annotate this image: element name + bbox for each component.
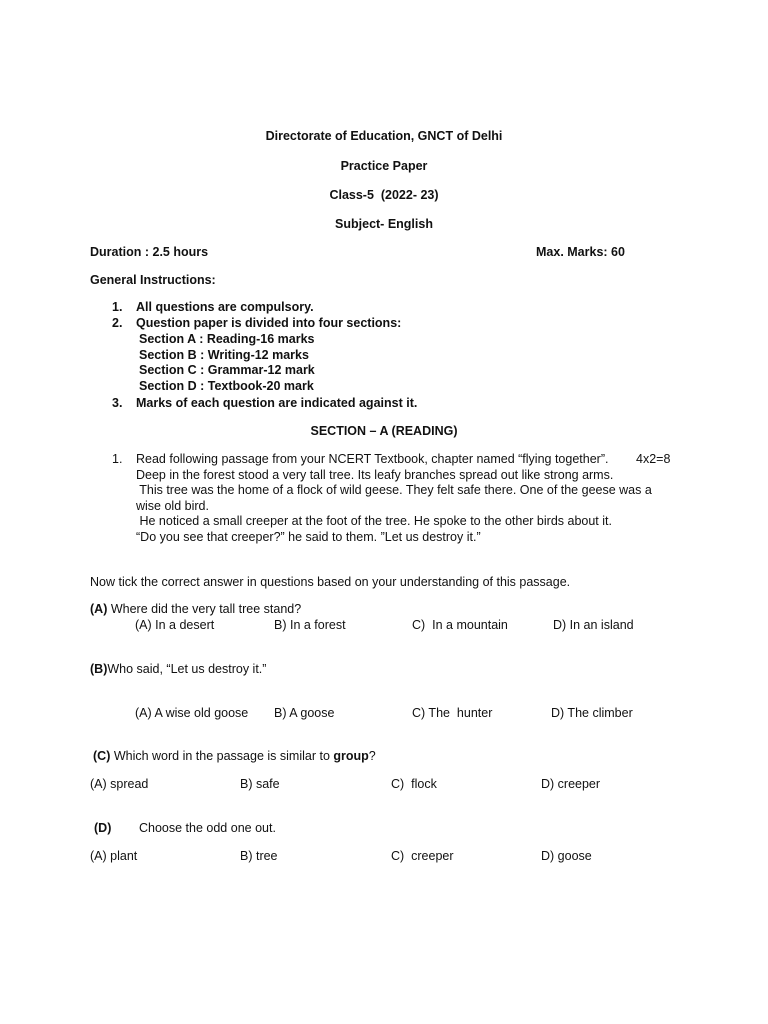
organization-title: Directorate of Education, GNCT of Delhi (265, 129, 503, 143)
option[interactable]: D) goose (541, 849, 592, 863)
marks-allocation: 4x2=8 (636, 452, 671, 466)
duration: Duration : 2.5 hours (90, 245, 209, 259)
question-number: 1. (112, 452, 123, 466)
question-text-end: ? (368, 749, 376, 763)
question-text: Where did the very tall tree stand? (107, 602, 302, 616)
instruction-number: 1. (112, 300, 123, 314)
option[interactable]: C) creeper (391, 849, 454, 863)
passage-line: “Do you see that creeper?” he said to them. ”Let us destroy it.” (136, 530, 481, 544)
option[interactable]: (A) A wise old goose (135, 706, 249, 720)
class-line: Class-5 (2022- 23) (329, 188, 439, 202)
question-label: (B) (90, 662, 108, 676)
option[interactable]: D) creeper (541, 777, 601, 791)
section-a-heading: SECTION – A (READING) (310, 424, 458, 438)
passage-line: He noticed a small creeper at the foot of the tree. He spoke to the other birds about it. (136, 514, 612, 528)
instruction-number: 2. (112, 316, 123, 330)
option[interactable]: C) The hunter (412, 706, 493, 720)
question-text: Choose the odd one out. (139, 821, 276, 835)
option[interactable]: B) tree (240, 849, 278, 863)
option[interactable]: (A) spread (90, 777, 149, 791)
option[interactable]: B) In a forest (274, 618, 346, 632)
question-keyword: group (333, 749, 369, 763)
passage-line: Deep in the forest stood a very tall tree. Its leafy branches spread out like strong arms. (136, 468, 614, 482)
instructions-heading: General Instructions: (90, 273, 216, 287)
section-mark-line: Section B : Writing-12 marks (139, 348, 309, 362)
option[interactable]: (A) plant (90, 849, 138, 863)
question-label: (C) (93, 749, 111, 763)
question-label: (A) (90, 602, 108, 616)
option[interactable]: B) safe (240, 777, 280, 791)
passage-line: This tree was the home of a flock of wild geese. They felt safe there. One of the geese was a (136, 483, 652, 497)
question-b (90, 662, 266, 676)
section-mark-line: Section A : Reading-16 marks (139, 332, 315, 346)
instruction-number: 3. (112, 396, 123, 410)
passage-line: wise old bird. (136, 499, 209, 513)
subject-line: Subject- English (335, 217, 433, 231)
option[interactable]: D) In an island (553, 618, 634, 632)
question-text: Which word in the passage is similar to (110, 749, 334, 763)
option[interactable]: (A) In a desert (135, 618, 215, 632)
question-c (93, 749, 376, 763)
option[interactable]: C) flock (391, 777, 437, 791)
max-marks: Max. Marks: 60 (536, 245, 625, 259)
option[interactable]: D) The climber (551, 706, 633, 720)
instruction-item: Question paper is divided into four sections: (136, 316, 402, 330)
instruction-item: Marks of each question are indicated against it. (136, 396, 418, 410)
section-mark-line: Section C : Grammar-12 mark (139, 363, 315, 377)
option[interactable]: C) In a mountain (412, 618, 508, 632)
question-label: (D) (94, 821, 112, 835)
section-mark-line: Section D : Textbook-20 mark (139, 379, 314, 393)
tick-instruction: Now tick the correct answer in questions based on your understanding of this passage. (90, 575, 571, 589)
option[interactable]: B) A goose (274, 706, 335, 720)
question-text: Who said, “Let us destroy it.” (107, 662, 267, 676)
passage-prompt: Read following passage from your NCERT Textbook, chapter named “flying together”. (136, 452, 609, 466)
paper-type: Practice Paper (340, 159, 428, 173)
question-a (90, 602, 301, 616)
instruction-item: All questions are compulsory. (136, 300, 314, 314)
